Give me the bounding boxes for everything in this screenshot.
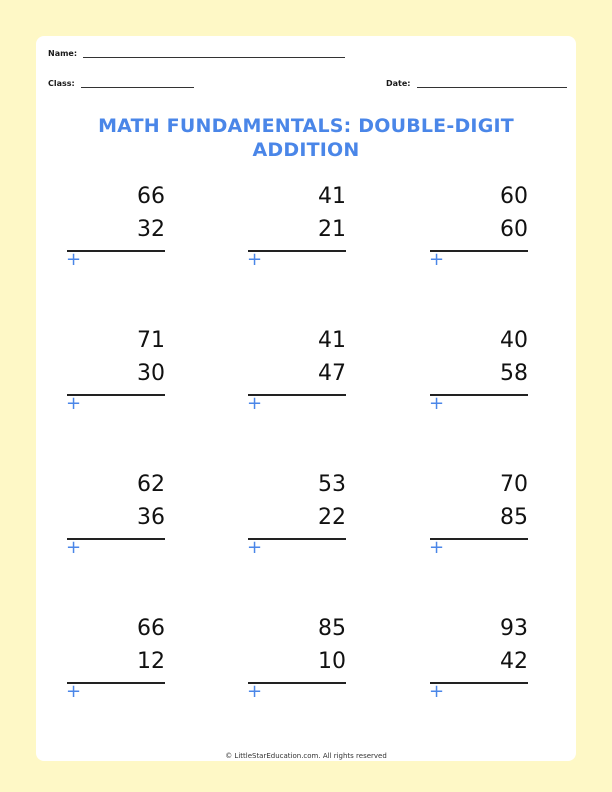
sum-line <box>67 250 165 252</box>
date-label: Date: <box>386 79 411 88</box>
addend-bottom: 10 <box>318 649 346 674</box>
title-line-2: ADDITION <box>252 139 360 161</box>
sum-line <box>248 682 346 684</box>
addend-top: 85 <box>318 616 346 641</box>
plus-icon: + <box>247 537 263 558</box>
addend-bottom: 32 <box>137 217 165 242</box>
addend-top: 71 <box>137 328 165 353</box>
addend-top: 62 <box>137 472 165 497</box>
class-label: Class: <box>48 79 75 88</box>
copyright-footer: © LittleStarEducation.com. All rights reserved <box>225 752 387 760</box>
plus-icon: + <box>247 681 263 702</box>
plus-icon: + <box>429 393 445 414</box>
problem-grid <box>36 36 576 761</box>
addend-bottom: 42 <box>500 649 528 674</box>
title-line-1: MATH FUNDAMENTALS: DOUBLE-DIGIT <box>98 115 514 137</box>
addition-problem-1 <box>65 184 165 274</box>
addition-problem-10 <box>65 616 165 706</box>
plus-icon: + <box>429 681 445 702</box>
sum-line <box>248 538 346 540</box>
plus-icon: + <box>247 249 263 270</box>
addition-problem-7 <box>65 472 165 562</box>
addend-top: 66 <box>137 616 165 641</box>
sum-line <box>248 250 346 252</box>
plus-icon: + <box>429 537 445 558</box>
addend-bottom: 85 <box>500 505 528 530</box>
sum-line <box>67 394 165 396</box>
plus-icon: + <box>429 249 445 270</box>
addend-top: 40 <box>500 328 528 353</box>
addend-top: 66 <box>137 184 165 209</box>
addend-bottom: 30 <box>137 361 165 386</box>
addend-top: 53 <box>318 472 346 497</box>
addition-problem-4 <box>65 328 165 418</box>
addend-bottom: 21 <box>318 217 346 242</box>
addition-problem-9 <box>428 472 528 562</box>
name-label: Name: <box>48 49 78 58</box>
sum-line <box>430 250 528 252</box>
sum-line <box>430 538 528 540</box>
addend-top: 41 <box>318 184 346 209</box>
addend-top: 93 <box>500 616 528 641</box>
addition-problem-5 <box>246 328 346 418</box>
plus-icon: + <box>66 249 82 270</box>
sum-line <box>67 538 165 540</box>
sum-line <box>248 394 346 396</box>
addition-problem-11 <box>246 616 346 706</box>
addition-problem-6 <box>428 328 528 418</box>
plus-icon: + <box>66 681 82 702</box>
addition-problem-8 <box>246 472 346 562</box>
plus-icon: + <box>247 393 263 414</box>
addend-top: 41 <box>318 328 346 353</box>
addition-problem-2 <box>246 184 346 274</box>
addition-problem-12 <box>428 616 528 706</box>
addend-bottom: 12 <box>137 649 165 674</box>
addend-bottom: 60 <box>500 217 528 242</box>
sum-line <box>430 394 528 396</box>
addend-top: 70 <box>500 472 528 497</box>
addend-bottom: 22 <box>318 505 346 530</box>
sum-line <box>67 682 165 684</box>
addition-problem-3 <box>428 184 528 274</box>
plus-icon: + <box>66 393 82 414</box>
worksheet-page <box>36 36 576 761</box>
plus-icon: + <box>66 537 82 558</box>
addend-bottom: 47 <box>318 361 346 386</box>
addend-top: 60 <box>500 184 528 209</box>
sum-line <box>430 682 528 684</box>
addend-bottom: 36 <box>137 505 165 530</box>
addend-bottom: 58 <box>500 361 528 386</box>
